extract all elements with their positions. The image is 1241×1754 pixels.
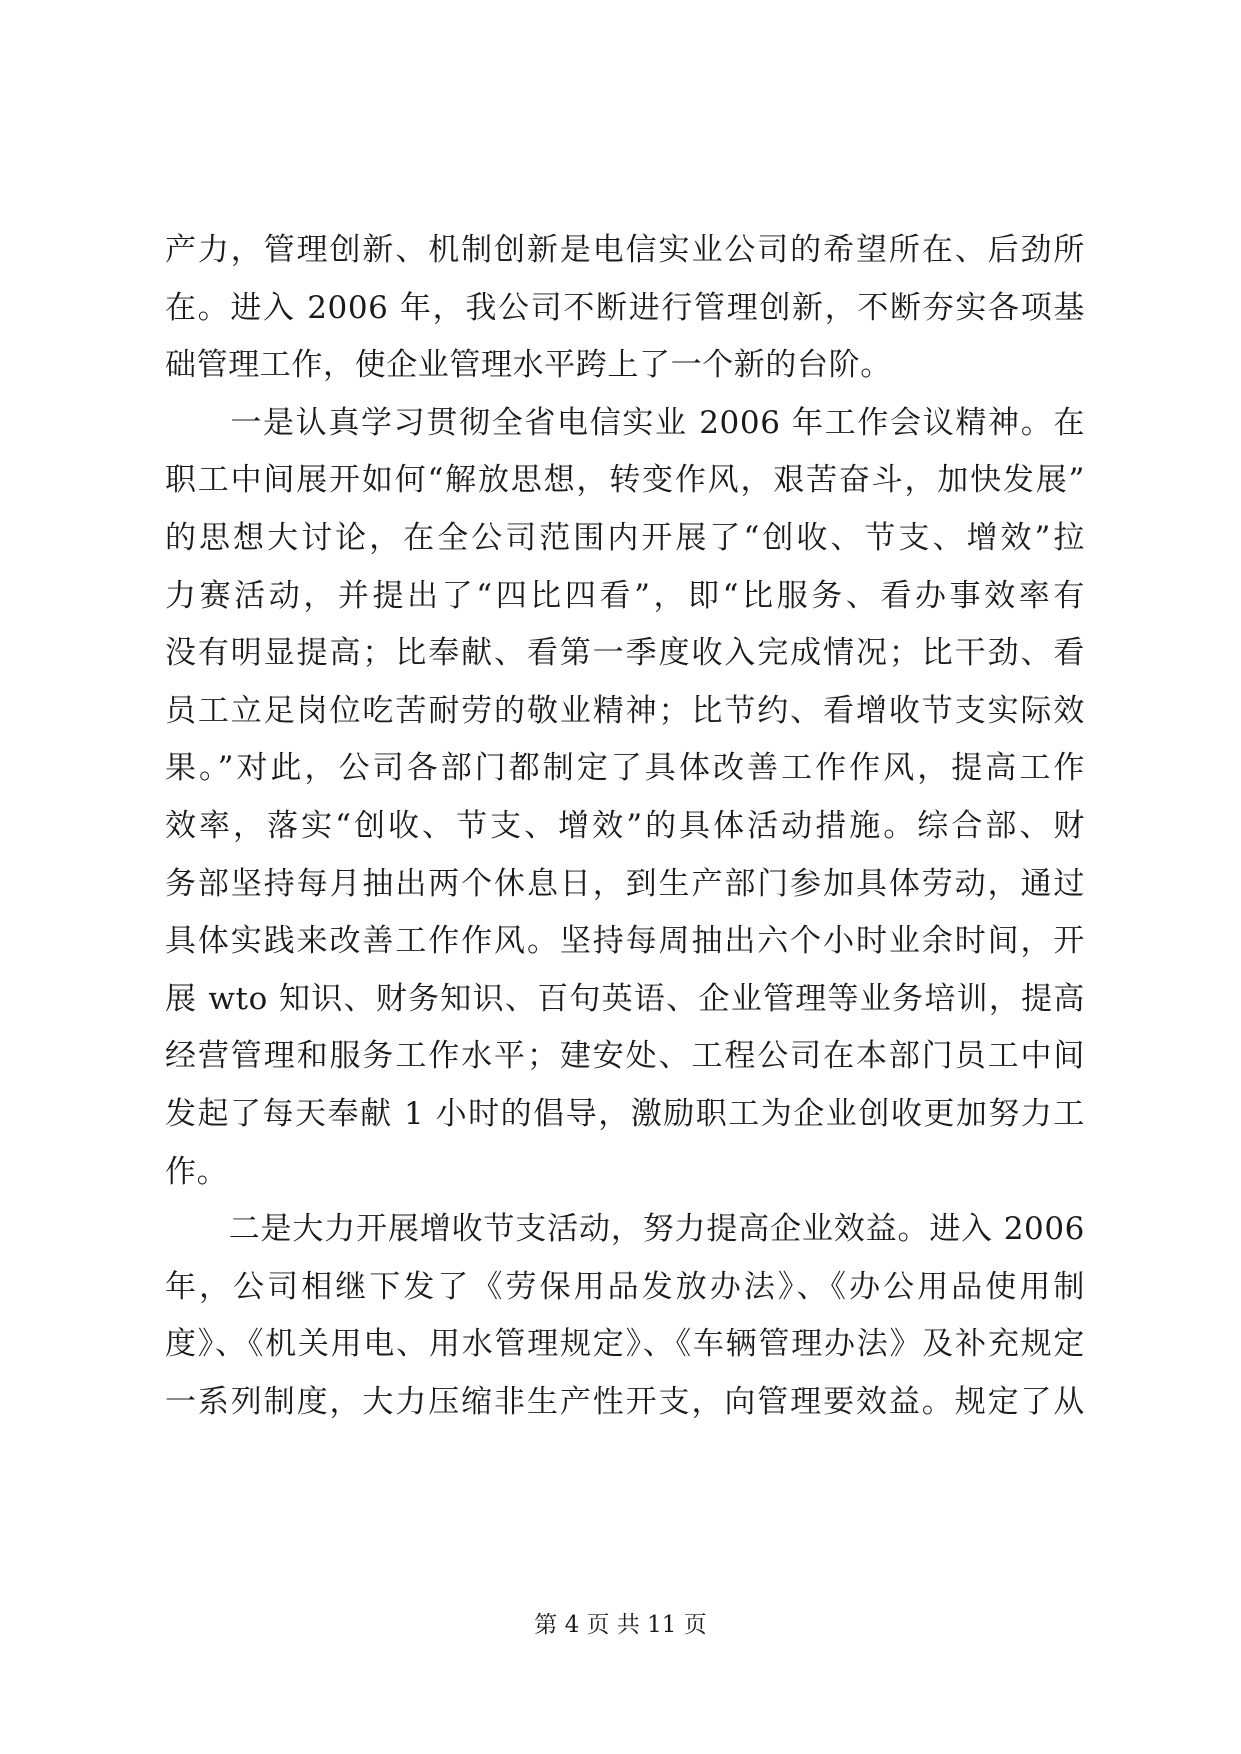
text-line: 效率，落实“创收、节支、增效”的具体活动措施。综合部、财 (165, 807, 1085, 844)
text-line: 发起了每天奉献 1 小时的倡导，激励职工为企业创收更加努力工 (165, 1095, 1085, 1132)
text-line: 产力，管理创新、机制创新是电信实业公司的希望所在、后劲所 (165, 232, 1085, 268)
text-line: 一是认真学习贯彻全省电信实业 2006 年工作会议精神。在 (165, 404, 1085, 441)
body-text (165, 222, 1085, 1431)
text-line: 员工立足岗位吃苦耐劳的敬业精神；比节约、看增收节支实际效 (165, 692, 1085, 729)
text-line: 具体实践来改善工作作风。坚持每周抽出六个小时业余时间，开 (165, 923, 1085, 960)
text-line: 务部坚持每月抽出两个休息日，到生产部门参加具体劳动，通过 (165, 865, 1085, 902)
text-line: 在。进入 2006 年，我公司不断进行管理创新，不断夯实各项基 (165, 289, 1085, 326)
text-line: 度》、《机关用电、用水管理规定》、《车辆管理办法》及补充规定 (165, 1326, 1085, 1363)
text-line: 果。”对此，公司各部门都制定了具体改善工作作风，提高工作 (165, 750, 1085, 787)
text-line: 二是大力开展增收节支活动，努力提高企业效益。进入 2006 (165, 1211, 1085, 1248)
text-line: 的思想大讨论，在全公司范围内开展了“创收、节支、增效”拉 (165, 519, 1085, 556)
text-line: 展 wto 知识、财务知识、百句英语、企业管理等业务培训，提高 (165, 980, 1085, 1017)
text-line: 作。 (165, 1153, 229, 1190)
text-line: 没有明显提高；比奉献、看第一季度收入完成情况；比干劲、看 (165, 635, 1085, 672)
text-line: 力赛活动，并提出了“四比四看”，即“比服务、看办事效率有 (165, 577, 1085, 614)
text-line: 年，公司相继下发了《劳保用品发放办法》、《办公用品使用制 (165, 1268, 1085, 1305)
page-number-footer: 第 4 页 共 11 页 (534, 1612, 707, 1638)
text-line: 础管理工作，使企业管理水平跨上了一个新的台阶。 (165, 347, 892, 384)
text-line: 一系列制度，大力压缩非生产性开支，向管理要效益。规定了从 (165, 1383, 1085, 1420)
text-line: 经营管理和服务工作水平；建安处、工程公司在本部门员工中间 (165, 1038, 1085, 1075)
text-line: 职工中间展开如何“解放思想，转变作风，艰苦奋斗，加快发展” (165, 462, 1085, 499)
